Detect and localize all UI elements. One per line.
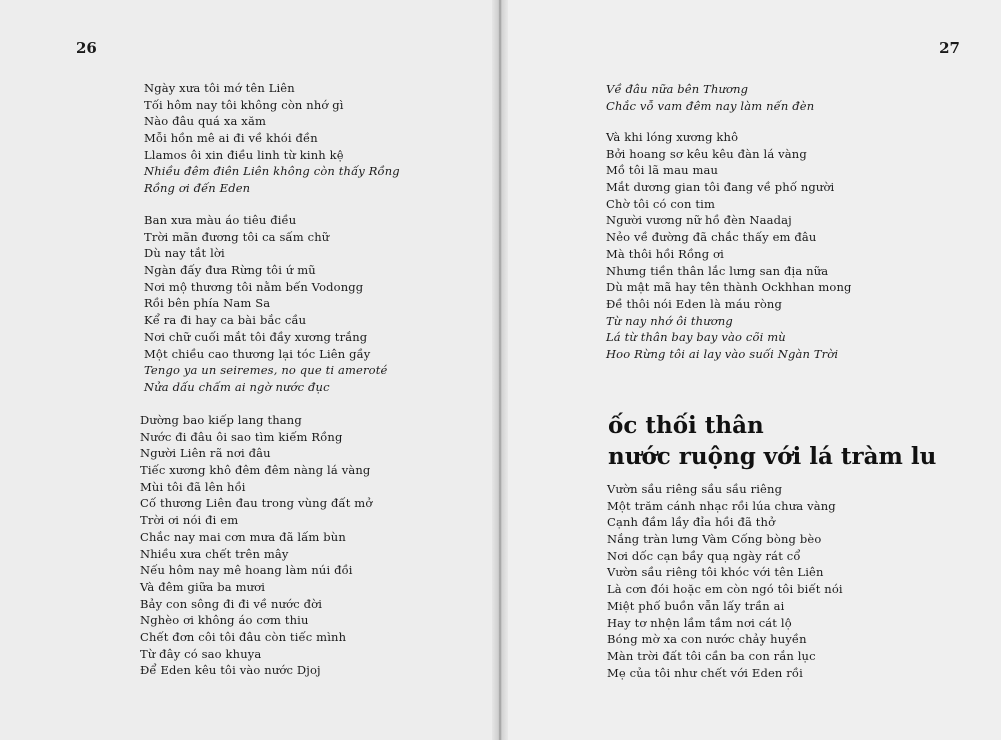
poem-line: Tiếc xương khô đêm đêm nàng lá vàng	[140, 463, 371, 478]
poem-line: Nắng tràn lưng Vàm Cống bòng bèo	[607, 532, 822, 547]
poem-line: Từ đây có sao khuya	[140, 646, 262, 661]
poem-line: Mắt dương gian tôi đang về phố người	[606, 180, 835, 195]
poem-line: Đề thôi nói Eden là máu ròng	[606, 296, 782, 311]
poem-line: Trời mãn đương tôi ca sấm chữ	[144, 229, 330, 244]
poem-line: Mồ tôi lã mau mau	[606, 163, 719, 178]
poem-line: Nhưng tiền thân lắc lưng san địa nữa	[606, 263, 829, 278]
poem-line: Nào đâu quá xa xăm	[144, 114, 267, 129]
poem-line: Một trăm cánh nhạc rồi lúa chưa vàng	[607, 498, 836, 513]
left-page	[0, 0, 500, 740]
section-heading-line-2: nước ruộng với lá tràm lu	[608, 443, 937, 470]
poem-line: Llamos ôi xin điều linh từ kinh kệ	[144, 147, 344, 162]
stanza	[606, 129, 852, 363]
poem-line: Bóng mờ xa con nước chảy huyền	[607, 632, 807, 647]
poem-line: Mùi tôi đã lên hồi	[140, 479, 246, 494]
poem-line: Hay tơ nhện lầm tầm nơi cát lộ	[607, 615, 792, 630]
poem-line: Về đâu nữa bên Thương	[606, 82, 749, 96]
poem-line: Nếu hôm nay mê hoang làm núi đồi	[140, 563, 353, 578]
poem-line: Chết đơn côi tôi đâu còn tiếc mình	[140, 629, 347, 644]
stanza	[607, 481, 843, 681]
poem-line: Vườn sầu riêng tôi khóc với tên Liên	[607, 565, 824, 580]
poem-line: Dù mật mã hay tên thành Ockhhan mong	[606, 280, 852, 295]
poem-line: Và đêm giữa ba mươi	[140, 579, 266, 594]
poem-line: Kể ra đi hay ca bài bắc cầu	[144, 313, 307, 328]
page-number-right: 27	[939, 39, 960, 57]
poem-line: Vườn sầu riêng sầu sầu riêng	[607, 482, 783, 496]
poem-line: Nơi dốc cạn bầy quạ ngày rát cổ	[607, 548, 801, 563]
poem-line: Nhiều xưa chết trên mây	[140, 546, 289, 561]
poem-line: Nghèo ơi không áo cơm thiu	[140, 613, 309, 628]
poem-line: Bởi hoang sơ kêu kêu đàn lá vàng	[606, 146, 807, 161]
poem-line: Rồi bên phía Nam Sa	[144, 296, 271, 311]
poem-line: Trời ơi nói đi em	[140, 513, 239, 528]
poem-line: Mỗi hồn mê ai đi về khói đền	[144, 131, 318, 146]
poem-line: Chờ tôi có con tim	[606, 196, 716, 211]
book-gutter	[492, 0, 508, 740]
section-heading-line-1: ốc thối thân	[608, 412, 764, 439]
poem-line: Ngày xưa tôi mớ tên Liên	[144, 81, 295, 95]
poem-line: Là cơn đói hoặc em còn ngó tôi biết nói	[607, 582, 843, 597]
poem-line: Ngàn đấy đưa Rừng tôi ứ mũ	[144, 263, 316, 278]
poem-line: Một chiều cao thương lại tóc Liên gầy	[144, 346, 371, 361]
poem-line: Lá từ thân bay bay vào cõi mù	[606, 330, 786, 345]
page-number-left: 26	[76, 39, 97, 57]
poem-line: Cạnh đầm lầy đỉa hồi đã thở	[607, 515, 776, 530]
poem-line: Nơi chữ cuối mắt tôi đầy xương trắng	[144, 329, 368, 344]
poem-line: Dường bao kiếp lang thang	[140, 413, 302, 427]
stanza	[606, 81, 814, 114]
stanza	[144, 80, 400, 197]
poem-line: Màn trời đất tôi cần ba con rắn lục	[607, 648, 816, 663]
poem-line: Miệt phố buồn vẫn lấy trần ai	[607, 598, 785, 613]
poem-line: Để Eden kêu tôi vào nước Djoj	[140, 663, 321, 678]
poem-line: Tengo ya un seiremes, no que ti ameroté	[144, 363, 388, 378]
poem-line: Cố thương Liên đau trong vùng đất mở	[140, 496, 373, 511]
poem-line: Người vương nữ hồ đèn Naadaj	[606, 213, 792, 228]
poem-line: Ban xưa màu áo tiêu điều	[144, 213, 297, 227]
poem-line: Nửa dấu chấm ai ngờ nước đục	[144, 379, 330, 394]
poem-line: Bảy con sông đi đi về nước đời	[140, 596, 323, 611]
poem-line: Và khi lóng xương khô	[606, 130, 739, 144]
poem-line: Hoo Rừng tôi ai lay vào suối Ngàn Trời	[606, 346, 839, 361]
section-heading	[608, 410, 936, 472]
poem-line: Tối hôm nay tôi không còn nhớ gì	[144, 97, 344, 112]
poem-line: Người Liên rã nơi đâu	[140, 446, 271, 461]
poem-line: Mà thôi hồi Rồng ơi	[606, 246, 724, 261]
poem-line: Nước đi đâu ôi sao tìm kiếm Rồng	[140, 429, 343, 444]
poem-line: Chắc vỗ vam đêm nay làm nến đèn	[606, 98, 815, 113]
poem-line: Dù nay tắt lời	[144, 246, 225, 261]
stanza	[144, 212, 387, 396]
poem-line: Nẻo về đường đã chắc thấy em đâu	[606, 230, 817, 245]
poem-line: Nơi mộ thương tôi nằm bến Vodongg	[144, 279, 364, 294]
poem-line: Mẹ của tôi như chết với Eden rồi	[607, 665, 803, 680]
stanza	[140, 412, 372, 679]
poem-line: Rồng ơi đến Eden	[144, 181, 251, 196]
poem-line: Nhiều đêm điên Liên không còn thấy Rồng	[144, 164, 400, 179]
poem-line: Chắc nay mai cơn mưa đã lấm bùn	[140, 529, 346, 544]
poem-line: Từ nay nhớ ôi thương	[606, 313, 733, 328]
